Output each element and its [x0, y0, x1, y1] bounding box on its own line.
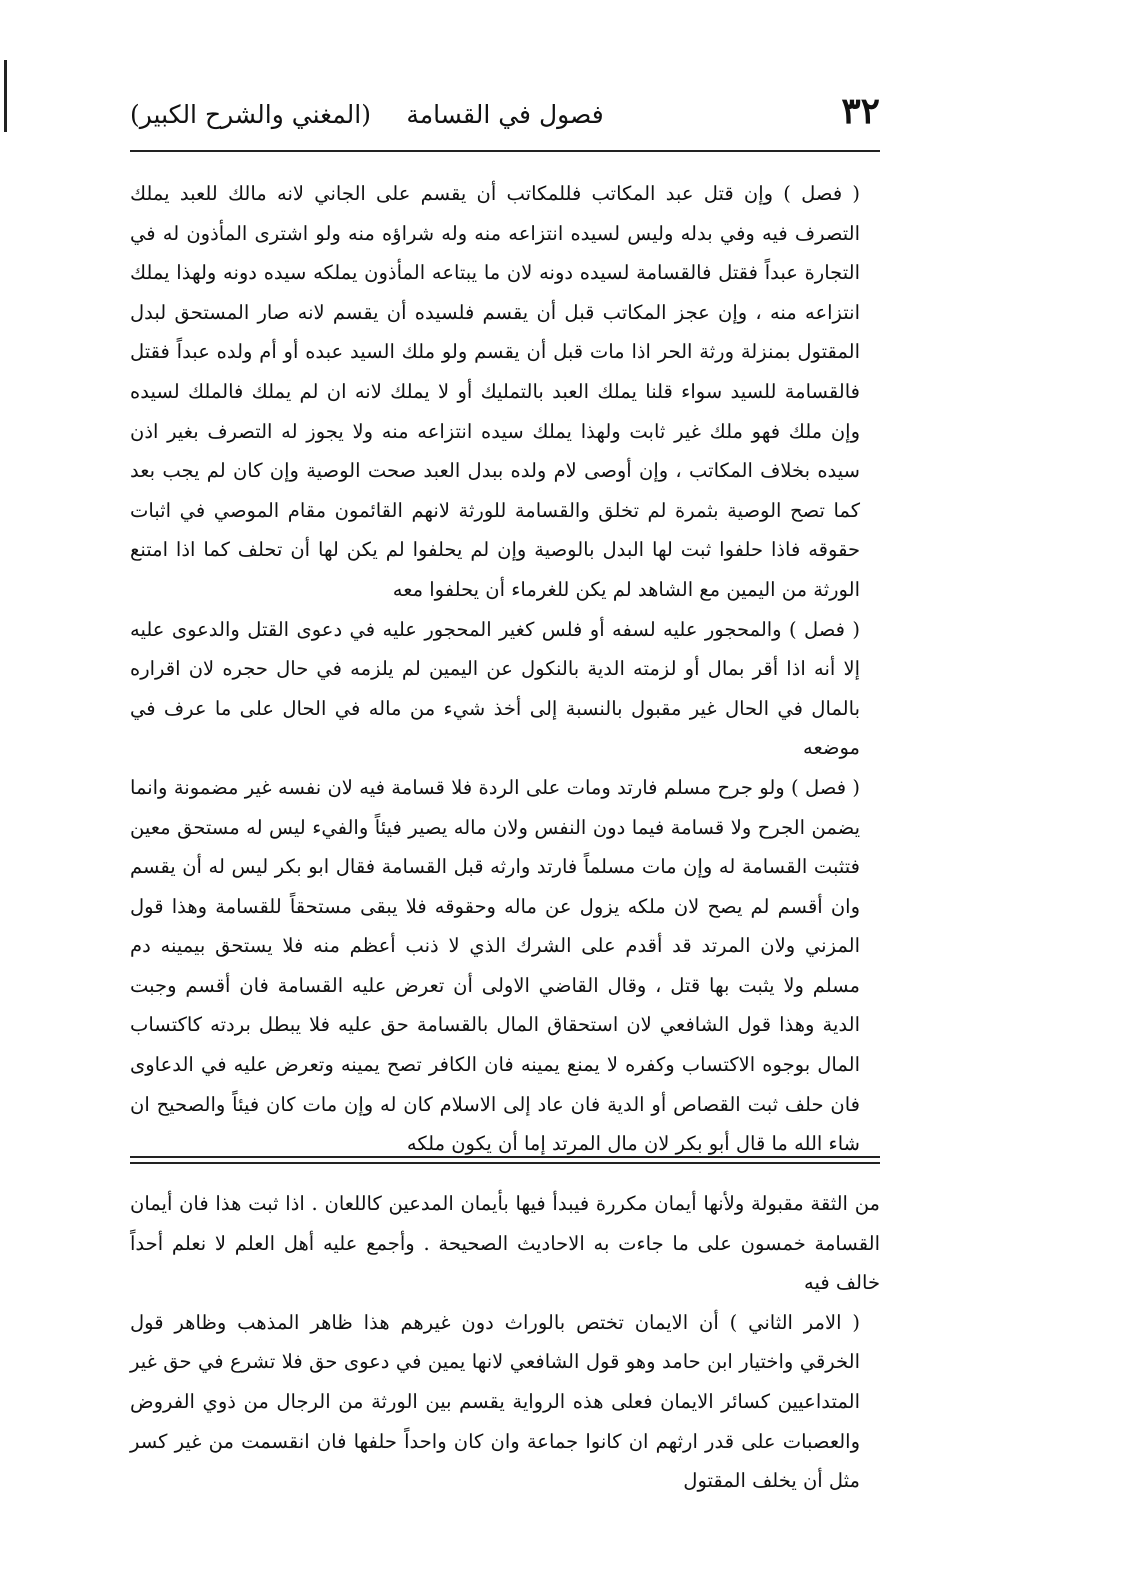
footnote-separator-bottom [130, 1162, 880, 1164]
header-rule [130, 150, 880, 152]
page-number: ٣٢ [841, 90, 880, 132]
footnote-paragraph: من الثقة مقبولة ولأنها أيمان مكررة فيبدأ فيها بأيمان المدعين كاللعان . اذا ثبت هذا فان أيمان القسامة خمسون على ما جاءت به الاحاديث الصحيحة . وأجمع عليه أهل العلم لا نعلم أحداً خالف فيه [130, 1192, 880, 1295]
footnote-paragraph: ( الامر الثاني ) أن الايمان تختص بالوراث دون غيرهم هذا ظاهر المذهب وظاهر قول الخرقي واختيار ابن حامد وهو قول الشافعي لانها يمين في دعوى حق فلا تشرع في حق غير المتداعيين كسائر الايمان فعلى هذه الرواية يقسم بين الورثة من الرجال من ذوي الفروض والعصبات على قدر ارثهم ان كانوا جماعة وان كان واحداً حلفها فان انقسمت من غير كسر مثل أن يخلف المقتول [130, 1310, 860, 1493]
running-title: فصول في القسامة [406, 100, 604, 129]
book-title: (المغني والشرح الكبير) [130, 100, 371, 129]
paragraph-section-mukatab: ( فصل ) وإن قتل عبد المكاتب فللمكاتب أن يقسم على الجاني لانه مالك للعبد يملك التصرف فيه وفي بدله وليس لسيده انتزاعه منه وله شراؤه منه ولو اشترى المأذون له في التجارة عبداً فقتل فالقسامة لسيده دونه لان ما يبتاعه المأذون يملكه سيده دونه ولهذا يملك انتزاعه منه ، وإن عجز المكاتب قبل أن يقسم فلسيده أن يقسم لانه صار المستحق لبدل المقتول بمنزلة ورثة الحر اذا مات قبل أن يقسم ولو ملك السيد عبده أو أم ولده عبداً فقتل فالقسامة للسيد سواء قلنا يملك العبد بالتمليك أو لا يملك لانه ان لم يملك فالملك لسيده وإن ملك فهو ملك غير ثابت ولهذا يملك سيده انتزاعه منه ولا يجوز له التصرف بغير اذن سيده بخلاف المكاتب ، وإن أوصى لام ولده ببدل العبد صحت الوصية وإن كان لم يجب بعد كما تصح الوصية بثمرة لم تخلق والقسامة للورثة لانهم القائمون مقام الموصي في اثبات حقوقه فاذا حلفوا ثبت لها البدل بالوصية وإن لم يحلفوا لم يكن لها أن تحلف كما اذا امتنع الورثة من اليمين مع الشاهد لم يكن للغرماء أن يحلفوا معه [130, 182, 860, 601]
paragraph-section-mahjur: ( فصل ) والمحجور عليه لسفه أو فلس كغير المحجور عليه في دعوى القتل والدعوى عليه إلا أنه اذا أقر بمال أو لزمته الدية بالنكول عن اليمين لم يلزمه في حال حجره لان اقراره بالمال في الحال غير مقبول بالنسبة إلى أخذ شيء من ماله في الحال على ما عرف في موضعه [130, 617, 860, 760]
main-text [130, 174, 880, 1164]
footnote-text [130, 1184, 880, 1501]
footnote-separator-top [130, 1156, 880, 1158]
page-header [130, 90, 880, 146]
scan-edge-mark [4, 60, 7, 132]
paragraph-section-murtad: ( فصل ) ولو جرح مسلم فارتد ومات على الردة فلا قسامة فيه لان نفسه غير مضمونة وانما يضمن الجرح ولا قسامة فيما دون النفس ولان ماله يصير فيئاً والفيء ليس له مستحق معين فتثبت القسامة له وإن مات مسلماً فارتد وارثه قبل القسامة فقال ابو بكر ليس له أن يقسم وان أقسم لم يصح لان ملكه يزول عن ماله وحقوقه فلا يبقى مستحقاً للقسامة وهذا قول المزني ولان المرتد قد أقدم على الشرك الذي لا ذنب أعظم منه فلا يستحق بيمينه دم مسلم ولا يثبت بها قتل ، وقال القاضي الاولى أن تعرض عليه القسامة فان أقسم وجبت الدية وهذا قول الشافعي لان استحقاق المال بالقسامة حق عليه فلا يبطل بردته كاكتساب المال بوجوه الاكتساب وكفره لا يمنع يمينه فان الكافر تصح يمينه وتعرض عليه في الدعاوى فان حلف ثبت القصاص أو الدية فان عاد إلى الاسلام كان له وإن مات كان فيئاً والصحيح ان شاء الله ما قال أبو بكر لان مال المرتد إما أن يكون ملكه [130, 775, 860, 1156]
